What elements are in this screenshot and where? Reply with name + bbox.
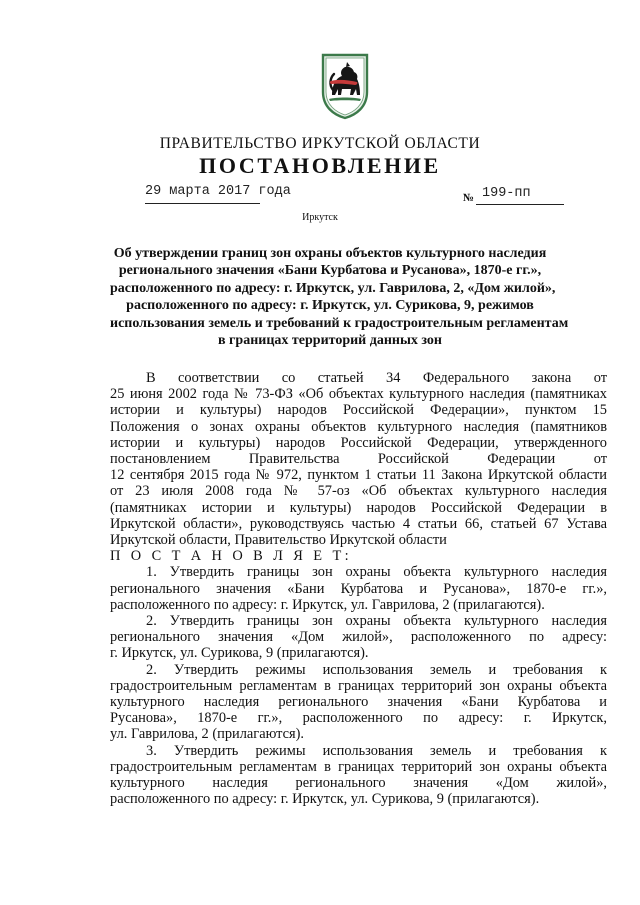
- city-name: Иркутск: [302, 212, 338, 223]
- irkutsk-coat-of-arms-icon: [320, 52, 370, 120]
- item-line: культурного наследия регионального значения «Дом жилой»,: [110, 775, 607, 792]
- document-body: [110, 370, 607, 807]
- subject-line: Об утверждении границ зон охраны объектов культурного наследия: [113, 246, 547, 261]
- document-date: 29 марта 2017 года: [145, 184, 291, 199]
- item-line: расположенного по адресу: г. Иркутск, ул. Сурикова, 9 (прилагаются).: [110, 791, 540, 808]
- preamble-line: 12 сентября 2015 года № 972, пунктом 1 статьи 11 Закона Иркутской области: [110, 467, 607, 484]
- preamble-line: Иркутской области», руководствуясь частью 4 статьи 66, статьей 67 Устава: [110, 515, 607, 532]
- resolution-item-2: [110, 613, 607, 662]
- item-line: 3. Утвердить режимы использования земель и требования к: [146, 742, 607, 759]
- preamble-line: (памятниках истории и культуры) народов Российской Федерации в: [110, 499, 607, 516]
- preamble-line: истории и культуры) народов Российской Федерации, утвержденного: [110, 434, 607, 451]
- item-line: градостроительным регламентам в границах территорий зон охраны объекта: [110, 758, 607, 775]
- document-subject: [110, 245, 569, 349]
- resolution-item-1: [110, 564, 607, 613]
- item-line: Русанова», 1870-е гг.», расположенного по адресу: г. Иркутск,: [110, 710, 607, 727]
- preamble-line: Положения о зонах охраны объектов культурного наследия (памятников: [110, 418, 607, 435]
- preamble-line: истории и культуры) народов Российской Федерации», пунктом 15: [110, 402, 607, 419]
- preamble-line: В соответствии со статьей 34 Федерального закона от: [146, 370, 607, 386]
- preamble-line: 25 июня 2002 года № 73-ФЗ «Об объектах культурного наследия (памятниках: [110, 386, 607, 403]
- item-line: 2. Утвердить режимы использования земель и требования к: [146, 661, 607, 678]
- item-line: градостроительным регламентам в границах территорий зон охраны объекта: [110, 677, 607, 694]
- document-number: 199-пп: [482, 186, 531, 201]
- preamble-line: постановлением Правительства Российской Федерации от: [110, 451, 607, 468]
- subject-line: расположенного по адресу: г. Иркутск, ул. Гаврилова, 2, «Дом жилой»,: [110, 280, 556, 296]
- number-sign: №: [463, 192, 475, 204]
- government-name: ПРАВИТЕЛЬСТВО ИРКУТСКОЙ ОБЛАСТИ: [159, 135, 481, 152]
- item-line: культурного наследия регионального значения «Бани Курбатова и: [110, 694, 607, 711]
- item-line: ул. Гаврилова, 2 (прилагаются).: [110, 726, 305, 743]
- item-line: 2. Утвердить границы зон охраны объекта культурного наследия: [146, 613, 607, 630]
- item-line: 1. Утвердить границы зон охраны объекта культурного наследия: [146, 564, 607, 581]
- resolution-item-4: [110, 743, 607, 808]
- item-line: г. Иркутск, ул. Сурикова, 9 (прилагаются).: [110, 645, 369, 662]
- preamble-paragraph: [110, 370, 607, 548]
- subject-line: регионального значения «Бани Курбатова и Русанова», 1870-е гг.»,: [118, 263, 542, 279]
- subject-line: расположенного по адресу: г. Иркутск, ул. Сурикова, 9, режимов: [126, 298, 534, 314]
- subject-line: использования земель и требований к градостроительным регламентам: [110, 315, 569, 331]
- date-field: [145, 184, 291, 204]
- number-field: [476, 186, 564, 205]
- document-type-title: ПОСТАНОВЛЕНИЕ: [199, 153, 441, 178]
- item-line: расположенного по адресу: г. Иркутск, ул. Гаврилова, 2 (прилагаются).: [110, 596, 545, 613]
- preamble-line: от 23 июля 2008 года № 57-оз «Об объектах культурного наследия: [110, 483, 607, 500]
- item-line: регионального значения «Дом жилой», расположенного по адресу:: [110, 629, 607, 646]
- resolves-heading: П О С Т А Н О В Л Я Е Т:: [110, 548, 353, 565]
- item-line: регионального значения «Бани Курбатова и Русанова», 1870-е гг.»,: [110, 580, 607, 597]
- preamble-line: Иркутской области, Правительство Иркутской области: [110, 532, 447, 549]
- subject-line: в границах территорий данных зон: [218, 333, 442, 349]
- resolution-item-3: [110, 662, 607, 743]
